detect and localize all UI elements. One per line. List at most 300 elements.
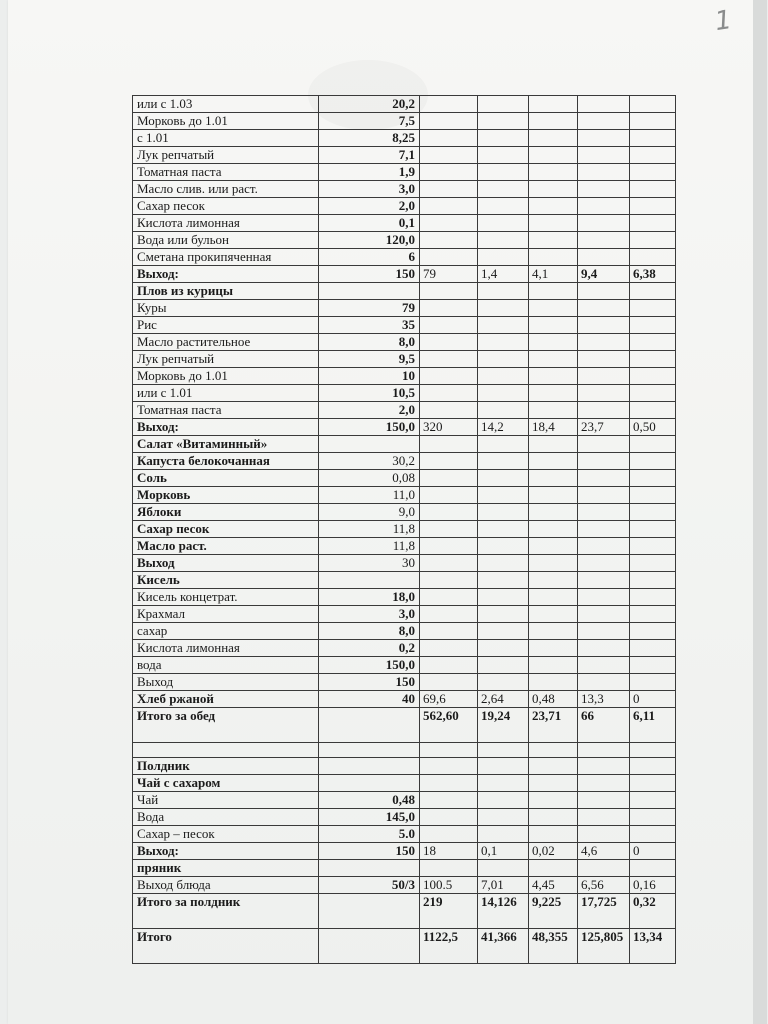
energy-cell <box>420 809 478 826</box>
fat-cell <box>529 572 578 589</box>
energy-cell <box>420 572 478 589</box>
protein-cell <box>478 606 529 623</box>
quantity-cell <box>319 894 420 929</box>
ingredient-name-cell: Масло растительное <box>133 334 319 351</box>
ingredient-name-cell: Томатная паста <box>133 164 319 181</box>
energy-cell <box>420 453 478 470</box>
fat-cell <box>529 792 578 809</box>
energy-cell <box>420 215 478 232</box>
quantity-cell: 7,5 <box>319 113 420 130</box>
protein-cell <box>478 555 529 572</box>
fat-cell: 4,45 <box>529 877 578 894</box>
nutrition-table <box>132 95 676 964</box>
fat-cell: 18,4 <box>529 419 578 436</box>
energy-cell <box>420 640 478 657</box>
vitamin-cell: 0,16 <box>630 877 676 894</box>
protein-cell <box>478 113 529 130</box>
carbs-cell: 4,6 <box>578 843 630 860</box>
protein-cell: 1,4 <box>478 266 529 283</box>
protein-cell: 0,1 <box>478 843 529 860</box>
quantity-cell: 11,8 <box>319 538 420 555</box>
carbs-cell <box>578 453 630 470</box>
vitamin-cell <box>630 504 676 521</box>
vitamin-cell <box>630 300 676 317</box>
table-body <box>133 96 676 964</box>
ingredient-name-cell: Сметана прокипяченная <box>133 249 319 266</box>
energy-cell <box>420 130 478 147</box>
vitamin-cell <box>630 775 676 792</box>
quantity-cell: 0,1 <box>319 215 420 232</box>
fat-cell <box>529 758 578 775</box>
fat-cell <box>529 504 578 521</box>
quantity-cell: 150,0 <box>319 419 420 436</box>
fat-cell <box>529 436 578 453</box>
quantity-cell: 10 <box>319 368 420 385</box>
carbs-cell <box>578 792 630 809</box>
vitamin-cell <box>630 385 676 402</box>
quantity-cell: 2,0 <box>319 402 420 419</box>
table-row <box>133 691 676 708</box>
document-page <box>8 0 753 1024</box>
vitamin-cell: 0 <box>630 691 676 708</box>
energy-cell <box>420 249 478 266</box>
protein-cell <box>478 436 529 453</box>
table-row <box>133 402 676 419</box>
carbs-cell <box>578 402 630 419</box>
ingredient-name-cell: Соль <box>133 470 319 487</box>
fat-cell: 9,225 <box>529 894 578 929</box>
carbs-cell: 66 <box>578 708 630 743</box>
carbs-cell <box>578 334 630 351</box>
carbs-cell: 23,7 <box>578 419 630 436</box>
energy-cell <box>420 164 478 181</box>
energy-cell: 219 <box>420 894 478 929</box>
vitamin-cell <box>630 351 676 368</box>
vitamin-cell <box>630 164 676 181</box>
table-row <box>133 300 676 317</box>
table-row <box>133 113 676 130</box>
fat-cell: 4,1 <box>529 266 578 283</box>
quantity-cell <box>319 743 420 758</box>
protein-cell <box>478 809 529 826</box>
quantity-cell: 5.0 <box>319 826 420 843</box>
quantity-cell <box>319 860 420 877</box>
carbs-cell <box>578 623 630 640</box>
ingredient-name-cell: Чай <box>133 792 319 809</box>
vitamin-cell: 0,50 <box>630 419 676 436</box>
fat-cell <box>529 334 578 351</box>
vitamin-cell <box>630 249 676 266</box>
energy-cell: 562,60 <box>420 708 478 743</box>
protein-cell: 2,64 <box>478 691 529 708</box>
carbs-cell <box>578 555 630 572</box>
fat-cell <box>529 743 578 758</box>
vitamin-cell <box>630 606 676 623</box>
energy-cell <box>420 775 478 792</box>
table-row <box>133 96 676 113</box>
protein-cell <box>478 334 529 351</box>
carbs-cell: 6,56 <box>578 877 630 894</box>
protein-cell <box>478 232 529 249</box>
table-row <box>133 929 676 964</box>
fat-cell <box>529 368 578 385</box>
vitamin-cell <box>630 130 676 147</box>
ingredient-name-cell: Итого <box>133 929 319 964</box>
energy-cell <box>420 674 478 691</box>
energy-cell <box>420 147 478 164</box>
protein-cell <box>478 96 529 113</box>
table-row <box>133 351 676 368</box>
fat-cell <box>529 385 578 402</box>
carbs-cell <box>578 743 630 758</box>
vitamin-cell <box>630 589 676 606</box>
energy-cell <box>420 283 478 300</box>
quantity-cell: 35 <box>319 317 420 334</box>
carbs-cell <box>578 826 630 843</box>
table-row <box>133 657 676 674</box>
energy-cell <box>420 606 478 623</box>
fat-cell <box>529 657 578 674</box>
energy-cell: 100.5 <box>420 877 478 894</box>
quantity-cell: 150,0 <box>319 657 420 674</box>
quantity-cell: 0,48 <box>319 792 420 809</box>
table-row <box>133 555 676 572</box>
protein-cell <box>478 538 529 555</box>
page-number: 1 <box>712 4 734 38</box>
carbs-cell <box>578 317 630 334</box>
carbs-cell: 125,805 <box>578 929 630 964</box>
protein-cell <box>478 453 529 470</box>
protein-cell <box>478 300 529 317</box>
quantity-cell: 20,2 <box>319 96 420 113</box>
energy-cell: 69,6 <box>420 691 478 708</box>
carbs-cell <box>578 657 630 674</box>
ingredient-name-cell: Куры <box>133 300 319 317</box>
energy-cell <box>420 232 478 249</box>
table-row <box>133 843 676 860</box>
energy-cell <box>420 334 478 351</box>
fat-cell <box>529 164 578 181</box>
fat-cell <box>529 538 578 555</box>
quantity-cell: 2,0 <box>319 198 420 215</box>
vitamin-cell <box>630 453 676 470</box>
carbs-cell <box>578 436 630 453</box>
protein-cell: 41,366 <box>478 929 529 964</box>
vitamin-cell: 0,32 <box>630 894 676 929</box>
vitamin-cell <box>630 487 676 504</box>
carbs-cell <box>578 470 630 487</box>
energy-cell <box>420 743 478 758</box>
ingredient-name-cell: Сахар песок <box>133 198 319 215</box>
quantity-cell <box>319 775 420 792</box>
vitamin-cell <box>630 826 676 843</box>
fat-cell <box>529 113 578 130</box>
ingredient-name-cell: Морковь до 1.01 <box>133 113 319 130</box>
protein-cell <box>478 504 529 521</box>
carbs-cell <box>578 589 630 606</box>
quantity-cell: 150 <box>319 843 420 860</box>
nutrition-table-wrapper <box>132 95 675 964</box>
vitamin-cell <box>630 232 676 249</box>
quantity-cell <box>319 436 420 453</box>
energy-cell <box>420 504 478 521</box>
protein-cell <box>478 521 529 538</box>
energy-cell <box>420 113 478 130</box>
quantity-cell: 30 <box>319 555 420 572</box>
quantity-cell: 3,0 <box>319 606 420 623</box>
table-row <box>133 317 676 334</box>
quantity-cell: 1,9 <box>319 164 420 181</box>
energy-cell <box>420 368 478 385</box>
vitamin-cell <box>630 657 676 674</box>
protein-cell <box>478 249 529 266</box>
fat-cell <box>529 521 578 538</box>
carbs-cell <box>578 96 630 113</box>
energy-cell <box>420 181 478 198</box>
protein-cell <box>478 758 529 775</box>
carbs-cell <box>578 249 630 266</box>
protein-cell: 14,2 <box>478 419 529 436</box>
carbs-cell <box>578 385 630 402</box>
energy-cell <box>420 351 478 368</box>
vitamin-cell <box>630 368 676 385</box>
ingredient-name-cell: Сахар песок <box>133 521 319 538</box>
fat-cell <box>529 470 578 487</box>
carbs-cell <box>578 775 630 792</box>
vitamin-cell <box>630 436 676 453</box>
fat-cell <box>529 198 578 215</box>
quantity-cell: 145,0 <box>319 809 420 826</box>
ingredient-name-cell: Крахмал <box>133 606 319 623</box>
protein-cell: 14,126 <box>478 894 529 929</box>
ingredient-name-cell: Чай с сахаром <box>133 775 319 792</box>
table-row <box>133 792 676 809</box>
protein-cell <box>478 215 529 232</box>
ingredient-name-cell: Кисель концетрат. <box>133 589 319 606</box>
vitamin-cell <box>630 402 676 419</box>
energy-cell: 79 <box>420 266 478 283</box>
ingredient-name-cell: Выход: <box>133 266 319 283</box>
vitamin-cell <box>630 623 676 640</box>
vitamin-cell <box>630 792 676 809</box>
vitamin-cell <box>630 96 676 113</box>
table-row <box>133 758 676 775</box>
quantity-cell <box>319 708 420 743</box>
table-row <box>133 232 676 249</box>
quantity-cell: 11,8 <box>319 521 420 538</box>
energy-cell <box>420 826 478 843</box>
fat-cell <box>529 775 578 792</box>
vitamin-cell <box>630 181 676 198</box>
protein-cell <box>478 147 529 164</box>
quantity-cell: 9,0 <box>319 504 420 521</box>
ingredient-name-cell: Салат «Витаминный» <box>133 436 319 453</box>
ingredient-name-cell: Сахар – песок <box>133 826 319 843</box>
quantity-cell: 79 <box>319 300 420 317</box>
quantity-cell <box>319 758 420 775</box>
ingredient-name-cell: Кислота лимонная <box>133 640 319 657</box>
fat-cell <box>529 826 578 843</box>
carbs-cell <box>578 283 630 300</box>
energy-cell <box>420 436 478 453</box>
carbs-cell <box>578 538 630 555</box>
quantity-cell: 150 <box>319 674 420 691</box>
quantity-cell: 18,0 <box>319 589 420 606</box>
protein-cell <box>478 674 529 691</box>
table-row <box>133 572 676 589</box>
energy-cell: 18 <box>420 843 478 860</box>
table-row <box>133 249 676 266</box>
quantity-cell: 150 <box>319 266 420 283</box>
carbs-cell <box>578 758 630 775</box>
carbs-cell <box>578 300 630 317</box>
energy-cell <box>420 538 478 555</box>
carbs-cell <box>578 164 630 181</box>
protein-cell <box>478 164 529 181</box>
table-row <box>133 504 676 521</box>
carbs-cell <box>578 640 630 657</box>
table-row <box>133 894 676 929</box>
quantity-cell <box>319 572 420 589</box>
quantity-cell: 8,0 <box>319 623 420 640</box>
table-row <box>133 606 676 623</box>
ingredient-name-cell: Выход <box>133 555 319 572</box>
quantity-cell: 40 <box>319 691 420 708</box>
energy-cell: 1122,5 <box>420 929 478 964</box>
table-row <box>133 521 676 538</box>
carbs-cell <box>578 860 630 877</box>
table-row <box>133 538 676 555</box>
quantity-cell: 7,1 <box>319 147 420 164</box>
protein-cell <box>478 402 529 419</box>
fat-cell <box>529 130 578 147</box>
table-row <box>133 215 676 232</box>
quantity-cell: 120,0 <box>319 232 420 249</box>
fat-cell: 0,48 <box>529 691 578 708</box>
ingredient-name-cell: Масло слив. или раст. <box>133 181 319 198</box>
vitamin-cell: 13,34 <box>630 929 676 964</box>
energy-cell <box>420 198 478 215</box>
fat-cell <box>529 606 578 623</box>
ingredient-name-cell: Выход: <box>133 843 319 860</box>
protein-cell <box>478 743 529 758</box>
protein-cell: 19,24 <box>478 708 529 743</box>
quantity-cell: 8,0 <box>319 334 420 351</box>
carbs-cell: 9,4 <box>578 266 630 283</box>
vitamin-cell <box>630 809 676 826</box>
ingredient-name-cell: Кислота лимонная <box>133 215 319 232</box>
protein-cell <box>478 283 529 300</box>
quantity-cell: 9,5 <box>319 351 420 368</box>
table-row <box>133 826 676 843</box>
ingredient-name-cell: с 1.01 <box>133 130 319 147</box>
energy-cell <box>420 385 478 402</box>
vitamin-cell <box>630 674 676 691</box>
table-row <box>133 368 676 385</box>
carbs-cell <box>578 181 630 198</box>
ingredient-name-cell: Выход блюда <box>133 877 319 894</box>
table-row <box>133 674 676 691</box>
energy-cell <box>420 589 478 606</box>
carbs-cell <box>578 504 630 521</box>
table-row <box>133 775 676 792</box>
energy-cell <box>420 300 478 317</box>
table-row <box>133 860 676 877</box>
vitamin-cell <box>630 334 676 351</box>
ingredient-name-cell: Плов из курицы <box>133 283 319 300</box>
fat-cell <box>529 453 578 470</box>
fat-cell: 23,71 <box>529 708 578 743</box>
energy-cell <box>420 792 478 809</box>
ingredient-name-cell: Лук репчатый <box>133 351 319 368</box>
protein-cell: 7,01 <box>478 877 529 894</box>
protein-cell <box>478 860 529 877</box>
fat-cell <box>529 623 578 640</box>
ingredient-name-cell: или с 1.01 <box>133 385 319 402</box>
ingredient-name-cell: Хлеб ржаной <box>133 691 319 708</box>
quantity-cell: 8,25 <box>319 130 420 147</box>
quantity-cell: 0,08 <box>319 470 420 487</box>
fat-cell <box>529 147 578 164</box>
carbs-cell <box>578 215 630 232</box>
table-row <box>133 334 676 351</box>
protein-cell <box>478 385 529 402</box>
ingredient-name-cell: Выход: <box>133 419 319 436</box>
protein-cell <box>478 198 529 215</box>
table-row <box>133 453 676 470</box>
protein-cell <box>478 487 529 504</box>
ingredient-name-cell <box>133 743 319 758</box>
energy-cell <box>420 487 478 504</box>
ingredient-name-cell: или с 1.03 <box>133 96 319 113</box>
table-row <box>133 130 676 147</box>
ingredient-name-cell: пряник <box>133 860 319 877</box>
protein-cell <box>478 589 529 606</box>
energy-cell <box>420 521 478 538</box>
ingredient-name-cell: Капуста белокочанная <box>133 453 319 470</box>
table-row <box>133 589 676 606</box>
ingredient-name-cell: Яблоки <box>133 504 319 521</box>
fat-cell <box>529 640 578 657</box>
fat-cell <box>529 181 578 198</box>
fat-cell: 0,02 <box>529 843 578 860</box>
energy-cell <box>420 555 478 572</box>
quantity-cell: 11,0 <box>319 487 420 504</box>
carbs-cell <box>578 198 630 215</box>
energy-cell <box>420 623 478 640</box>
table-row <box>133 436 676 453</box>
protein-cell <box>478 640 529 657</box>
ingredient-name-cell: Выход <box>133 674 319 691</box>
energy-cell <box>420 860 478 877</box>
carbs-cell <box>578 232 630 249</box>
quantity-cell: 0,2 <box>319 640 420 657</box>
table-row <box>133 470 676 487</box>
quantity-cell: 10,5 <box>319 385 420 402</box>
ingredient-name-cell: Морковь до 1.01 <box>133 368 319 385</box>
ingredient-name-cell: Морковь <box>133 487 319 504</box>
energy-cell <box>420 317 478 334</box>
table-row <box>133 147 676 164</box>
carbs-cell <box>578 487 630 504</box>
protein-cell <box>478 623 529 640</box>
energy-cell <box>420 96 478 113</box>
vitamin-cell <box>630 572 676 589</box>
table-row <box>133 266 676 283</box>
table-row <box>133 640 676 657</box>
fat-cell <box>529 402 578 419</box>
protein-cell <box>478 181 529 198</box>
